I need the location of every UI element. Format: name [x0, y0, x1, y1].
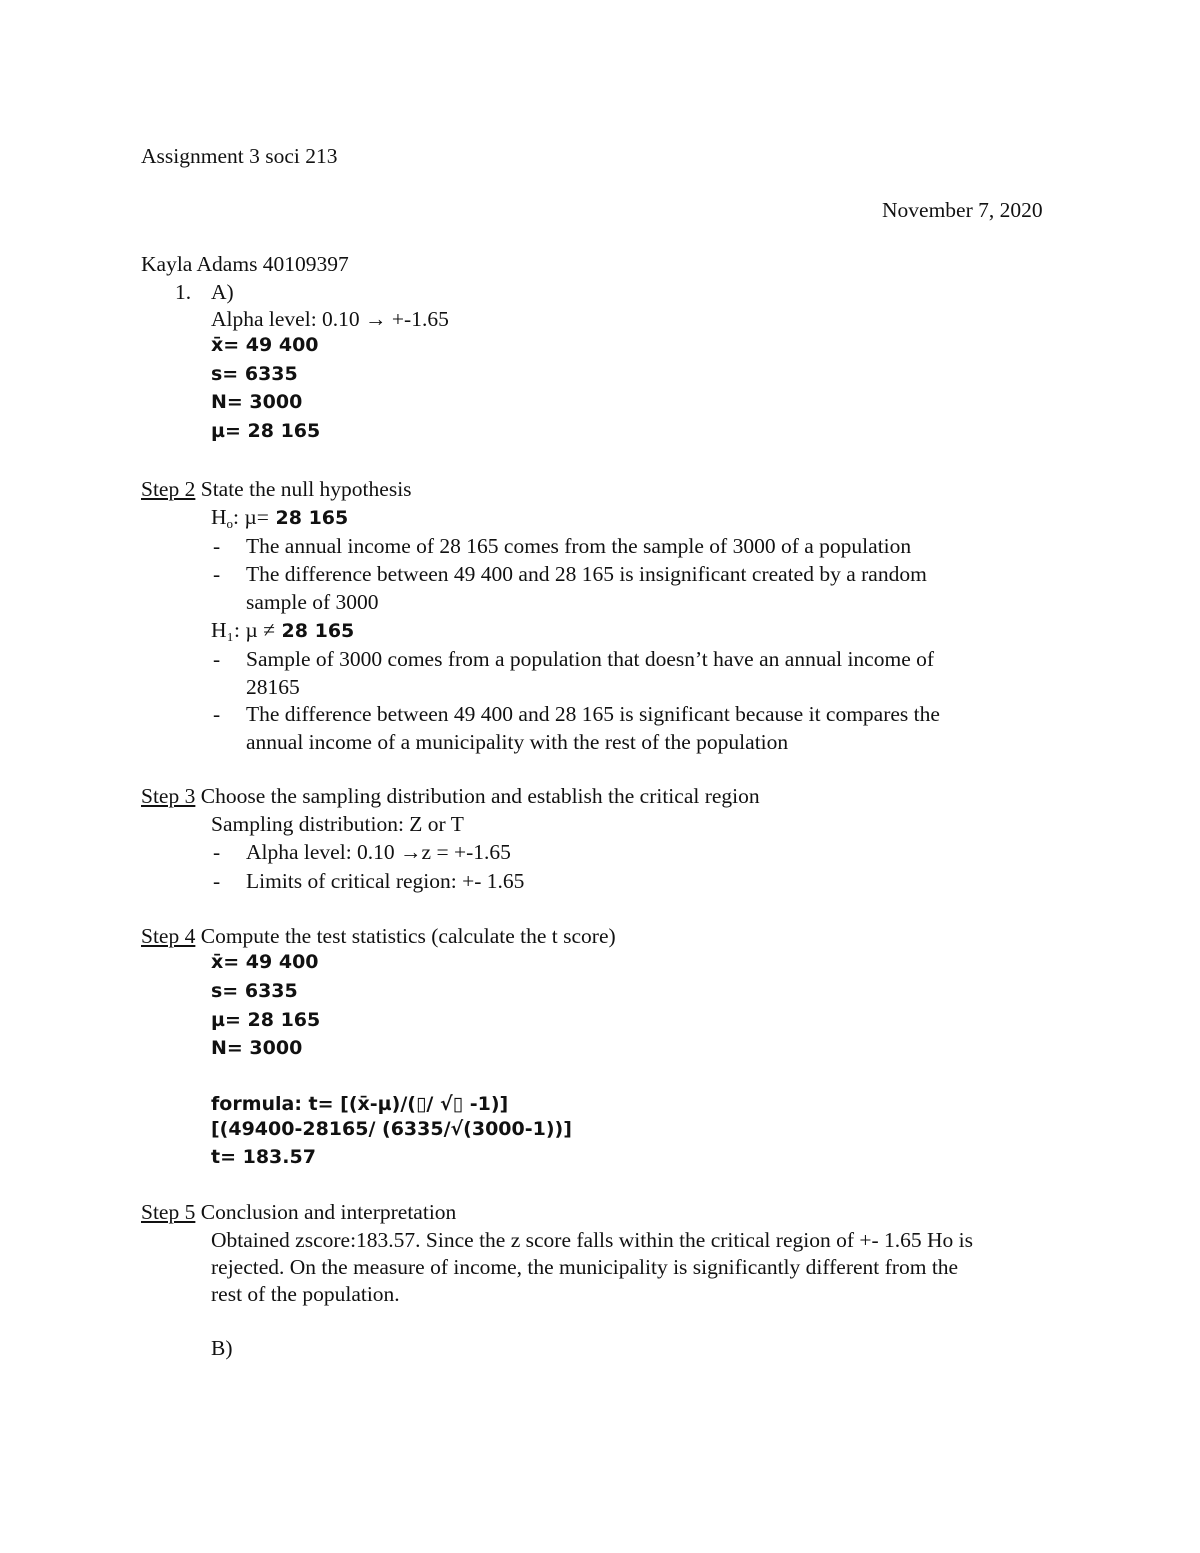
- step3-bullet-2: Limits of critical region: +- 1.65: [246, 869, 525, 893]
- step3-title: Choose the sampling distribution and establish the critical region: [195, 784, 760, 808]
- question-number: 1.: [175, 280, 192, 304]
- h1-bullet-2-line1: The difference between 49 400 and 28 165 is significant because it compares the: [246, 702, 940, 726]
- xbar-value: x̄= 49 400: [211, 334, 319, 356]
- mu-value: µ= 28 165: [211, 420, 321, 442]
- step4-mu: µ= 28 165: [211, 1009, 321, 1031]
- alpha-level: Alpha level: 0.10 → +-1.65: [211, 307, 449, 331]
- step2-title: State the null hypothesis: [195, 477, 412, 501]
- part-a-label: A): [211, 280, 234, 304]
- bullet-dash: -: [213, 534, 221, 558]
- h1-bullet-1-line2: 28165: [246, 675, 300, 699]
- h0-subscript: o: [226, 516, 234, 531]
- h0-bullet-1: The annual income of 28 165 comes from the sample of 3000 of a population: [246, 534, 912, 558]
- part-b-label: B): [211, 1336, 233, 1360]
- s-value: s= 6335: [211, 363, 298, 385]
- h1-bullet-1-line1: Sample of 3000 comes from a population that doesn’t have an annual income of: [246, 647, 935, 671]
- step5-title: Conclusion and interpretation: [195, 1200, 457, 1224]
- author-line: Kayla Adams 40109397: [141, 252, 349, 276]
- h1-value: 28 165: [274, 620, 355, 642]
- h0-symbol: H: [211, 505, 227, 529]
- bullet-dash: -: [213, 869, 221, 893]
- step3-bullet-1: Alpha level: 0.10 →z = +-1.65: [246, 840, 511, 864]
- h0-bullet-2-line2: sample of 3000: [246, 590, 379, 614]
- document-title: Assignment 3 soci 213: [141, 144, 338, 168]
- step4-title: Compute the test statistics (calculate the t score): [195, 924, 616, 948]
- bullet-dash: -: [213, 647, 221, 671]
- h0-bullet-2-line1: The difference between 49 400 and 28 165 is insignificant created by a random: [246, 562, 927, 586]
- step3-label: Step 3: [141, 784, 196, 808]
- formula-line: formula: t= [(x̄-µ)/(▯/ √▯ -1)]: [211, 1093, 509, 1115]
- document-date: November 7, 2020: [882, 198, 1043, 222]
- step4-xbar: x̄= 49 400: [211, 951, 319, 973]
- step2-label: Step 2: [141, 477, 196, 501]
- n-value: N= 3000: [211, 391, 303, 413]
- bullet-dash: -: [213, 840, 221, 864]
- conclusion-line-1: Obtained zscore:183.57. Since the z score falls within the critical region of +- 1.65 Ho is: [211, 1228, 974, 1252]
- conclusion-line-2: rejected. On the measure of income, the municipality is significantly different from the: [211, 1255, 959, 1279]
- bullet-dash: -: [213, 562, 221, 586]
- conclusion-line-3: rest of the population.: [211, 1282, 400, 1306]
- h0-equals: : µ=: [233, 505, 269, 529]
- step4-heading: [141, 926, 616, 948]
- null-hypothesis: [211, 507, 348, 530]
- step4-s: s= 6335: [211, 980, 298, 1002]
- step5-label: Step 5: [141, 1200, 196, 1224]
- bullet-dash: -: [213, 702, 221, 726]
- sampling-distribution: Sampling distribution: Z or T: [211, 812, 464, 836]
- step2-heading: [141, 479, 412, 501]
- alt-hypothesis: [211, 620, 354, 642]
- step4-label: Step 4: [141, 924, 196, 948]
- calculation-line: [(49400-28165/ (6335/√(3000-1))]: [211, 1118, 572, 1140]
- h0-value: 28 165: [268, 507, 349, 529]
- step5-heading: [141, 1202, 456, 1224]
- h1-symbol: H₁: µ ≠: [211, 618, 275, 642]
- h1-bullet-2-line2: annual income of a municipality with the rest of the population: [246, 730, 789, 754]
- step3-heading: [141, 786, 760, 808]
- step4-n: N= 3000: [211, 1037, 303, 1059]
- t-result: t= 183.57: [211, 1146, 316, 1168]
